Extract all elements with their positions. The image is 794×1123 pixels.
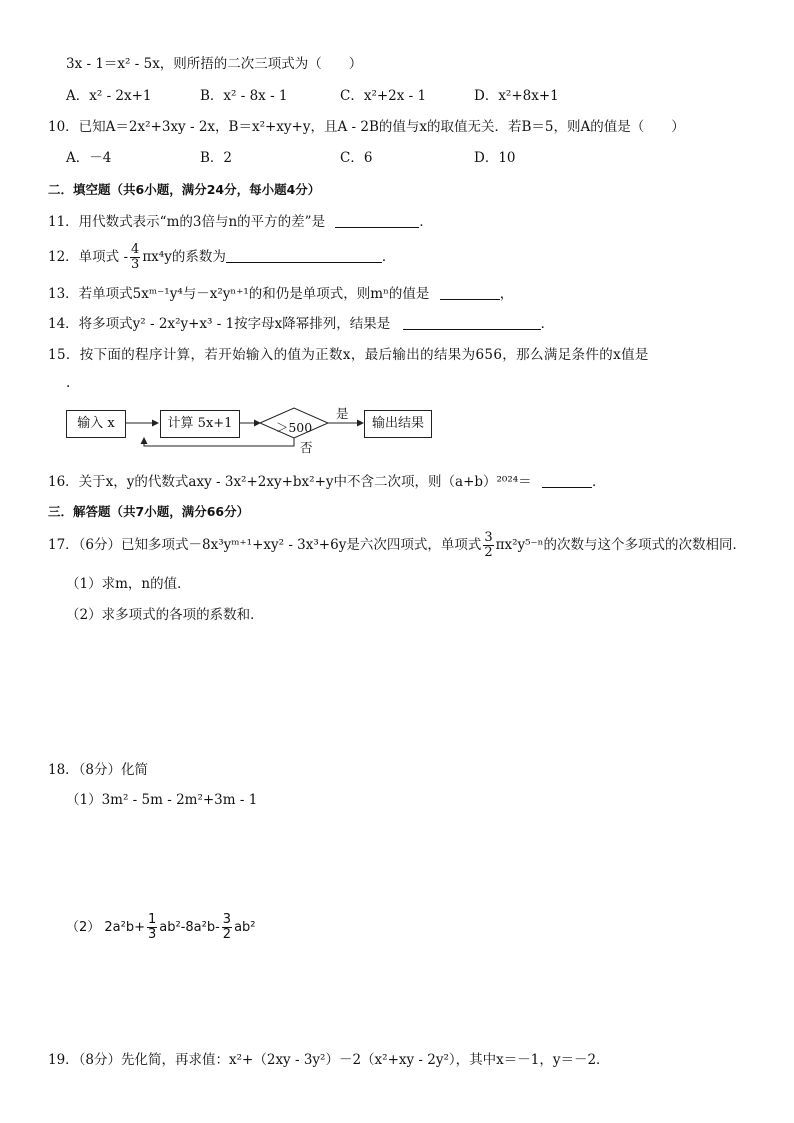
flow-input-box: 输入 x bbox=[66, 410, 126, 438]
q17-text-a: 17．（6分）已知多项式－8x³yᵐ⁺¹+xy² - 3x³+6y是六次四项式，单项式 bbox=[48, 537, 482, 553]
q10-text: 10．已知A＝2x²+3xy - 2x，B＝x²+xy+y，且A - 2B的值与x的取值无关．若B＝5，则A的值是（ ） bbox=[48, 119, 685, 135]
q16-answer-blank[interactable] bbox=[542, 475, 592, 488]
q10-option-b[interactable]: B．2 bbox=[200, 150, 233, 166]
q15-flowchart bbox=[66, 404, 436, 460]
q12-answer-blank[interactable] bbox=[226, 250, 382, 263]
q10-option-c[interactable]: C．6 bbox=[340, 150, 373, 166]
q15-text-end: . bbox=[66, 375, 71, 391]
q17 bbox=[48, 530, 746, 560]
q9-option-b[interactable]: B．x² - 8x - 1 bbox=[200, 88, 288, 104]
q17-part-2: （2）求多项式的各项的系数和． bbox=[66, 607, 264, 623]
flow-no-label: 否 bbox=[300, 440, 313, 455]
q14: 14．将多项式y² - 2x²y+x³ - 1按字母x降幂排列，结果是 ． bbox=[48, 316, 555, 332]
q12: 12．单项式 - $\frac{4}{3}$ πx⁴y的系数为 ． bbox=[48, 242, 396, 272]
section-2-heading: 二．填空题（共6小题，满分24分，每小题4分） bbox=[48, 182, 321, 197]
q13-text: 13．若单项式5xᵐ⁻¹y⁴与－x²yⁿ⁺¹的和仍是单项式，则mⁿ的值是 bbox=[48, 286, 430, 302]
q12-prefix: 12．单项式 - bbox=[48, 249, 129, 265]
q18-part-2: （2） 2a²b+ $\frac{1}{3}$ ab²-8a²b- $\frac{3}{2}$ ab² bbox=[66, 912, 256, 942]
q13-answer-blank[interactable] bbox=[440, 287, 500, 300]
q9-option-c[interactable]: C．x²+2x - 1 bbox=[340, 88, 427, 104]
q18-fraction-2: $\frac{3}{2}$ bbox=[222, 912, 232, 942]
q14-text: 14．将多项式y² - 2x²y+x³ - 1按字母x降幂排列，结果是 bbox=[48, 316, 391, 332]
flow-output-box: 输出结果 bbox=[364, 410, 432, 438]
q11-text: 11．用代数式表示“m的3倍与n的平方的差”是 bbox=[48, 214, 326, 230]
flow-condition-label: ＞500 bbox=[275, 420, 313, 435]
q14-answer-blank[interactable] bbox=[403, 317, 541, 330]
q16-text: 16．关于x，y的代数式axy - 3x²+2xy+bx²+y中不含二次项，则（a+b）²⁰²⁴＝ bbox=[48, 474, 532, 490]
q9-option-d[interactable]: D．x²+8x+1 bbox=[474, 88, 559, 104]
q17-text-b: πx²y⁵⁻ⁿ的次数与这个多项式的次数相同． bbox=[495, 537, 747, 553]
q16: 16．关于x，y的代数式axy - 3x²+2xy+bx²+y中不含二次项，则（a+b）²⁰²⁴＝ ． bbox=[48, 474, 606, 490]
q9-text: 3x - 1＝x² - 5x，则所捂的二次三项式为（ ） bbox=[66, 56, 363, 72]
section-3-heading: 三．解答题（共7小题，满分66分） bbox=[48, 504, 250, 519]
q11: 11．用代数式表示“m的3倍与n的平方的差”是 ． bbox=[48, 214, 433, 230]
q19-text: 19．（8分）先化简，再求值：x²+（2xy - 3y²）－2（x²+xy - 2y²），其中x＝－1，y＝－2． bbox=[48, 1052, 610, 1068]
flow-compute-box: 计算 5x+1 bbox=[160, 410, 240, 438]
q17-part-1: （1）求m，n的值． bbox=[66, 576, 191, 592]
q11-answer-blank[interactable] bbox=[335, 215, 419, 228]
q18-fraction-1: $\frac{1}{3}$ bbox=[148, 912, 157, 942]
q13: 13．若单项式5xᵐ⁻¹y⁴与－x²yⁿ⁺¹的和仍是单项式，则mⁿ的值是 ， bbox=[48, 286, 514, 302]
q10-option-a[interactable]: A．－4 bbox=[66, 150, 112, 166]
q12-fraction: $\frac{4}{3}$ bbox=[131, 242, 140, 272]
q9-option-a[interactable]: A．x² - 2x+1 bbox=[66, 88, 152, 104]
q15-text: 15．按下面的程序计算，若开始输入的值为正数x，最后输出的结果为656，那么满足条件的x值是 bbox=[48, 347, 649, 363]
q12-text: πx⁴y的系数为 bbox=[142, 249, 226, 265]
q18-part-1: （1）3m² - 5m - 2m²+3m - 1 bbox=[66, 792, 258, 808]
q17-fraction: $\frac{3}{2}$ bbox=[484, 530, 493, 560]
q10-option-d[interactable]: D．10 bbox=[474, 150, 516, 166]
q18-text: 18．（8分）化简 bbox=[48, 762, 149, 778]
flow-yes-label: 是 bbox=[336, 406, 349, 421]
